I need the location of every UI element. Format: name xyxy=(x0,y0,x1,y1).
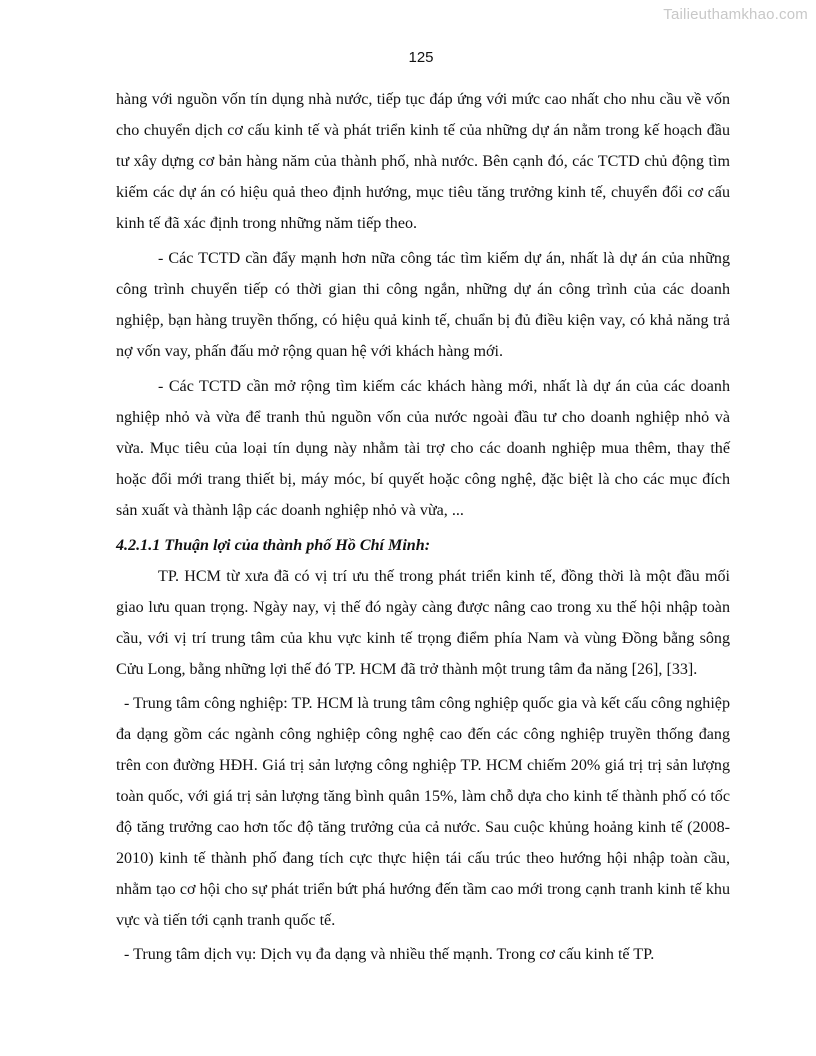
paragraph-bullet-new-customers: - Các TCTD cần mở rộng tìm kiếm các khách hàng mới, nhất là dự án của các doanh nghiệp nhỏ và vừa để tranh thủ nguồn vốn của nước ngoài đầu tư cho doanh nghiệp nhỏ và vừa. Mục tiêu của loại tín dụng này nhằm tài trợ cho các doanh nghiệp mua thêm, thay thế hoặc đổi mới trang thiết bị, máy móc, bí quyết hoặc công nghệ, đặc biệt là cho các mục đích sản xuất và thành lập các doanh nghiệp nhỏ và vừa, ... xyxy=(116,378,730,519)
section-heading: 4.2.1.1 Thuận lợi của thành phố Hồ Chí Minh: xyxy=(116,537,431,554)
document-body xyxy=(116,84,730,970)
watermark-text: Tailieuthamkhao.com xyxy=(663,6,808,23)
paragraph-service-center: - Trung tâm dịch vụ: Dịch vụ đa dạng và nhiều thế mạnh. Trong cơ cấu kinh tế TP. xyxy=(124,946,655,963)
page-number: 125 xyxy=(408,49,434,66)
paragraph-industrial-center: - Trung tâm công nghiệp: TP. HCM là trung tâm công nghiệp quốc gia và kết cấu công nghiệp đa dạng gồm các ngành công nghiệp công nghệ cao đến các công nghiệp truyền thống đang trên con đường HĐH. Giá trị sản lượng công nghiệp TP. HCM chiếm 20% giá trị trị sản lượng toàn quốc, với giá trị sản lượng tăng bình quân 15%, làm chỗ dựa cho kinh tế thành phố có tốc độ tăng trưởng cao hơn tốc độ tăng trưởng của cả nước. Sau cuộc khủng hoảng kinh tế (2008-2010) kinh tế thành phố đang tích cực thực hiện tái cấu trúc theo hướng hội nhập toàn cầu, nhằm tạo cơ hội cho sự phát triển bứt phá hướng đến tầm cao mới trong cạnh tranh kinh tế khu vực và tiến tới cạnh tranh quốc tế. xyxy=(116,695,730,929)
paragraph-bullet-project-search: - Các TCTD cần đẩy mạnh hơn nữa công tác tìm kiếm dự án, nhất là dự án của những công trình chuyển tiếp có thời gian thi công ngắn, những dự án công trình của các doanh nghiệp, bạn hàng truyền thống, có hiệu quả kinh tế, chuẩn bị đủ điều kiện vay, có khả năng trả nợ vốn vay, phấn đấu mở rộng quan hệ với khách hàng mới. xyxy=(116,250,730,360)
paragraph-hcm-advantages: TP. HCM từ xưa đã có vị trí ưu thế trong phát triển kinh tế, đồng thời là một đầu mối giao lưu quan trọng. Ngày nay, vị thế đó ngày càng được nâng cao trong xu thế hội nhập toàn cầu, với vị trí trung tâm của khu vực kinh tế trọng điểm phía Nam và vùng Đồng bằng sông Cửu Long, bằng những lợi thế đó TP. HCM đã trở thành một trung tâm đa năng [26], [33]. xyxy=(116,568,730,678)
paragraph-continuation: hàng với nguồn vốn tín dụng nhà nước, tiếp tục đáp ứng với mức cao nhất cho nhu cầu về vốn cho chuyển dịch cơ cấu kinh tế và phát triển kinh tế của những dự án nằm trong kế hoạch đầu tư xây dựng cơ bản hàng năm của thành phố, nhà nước. Bên cạnh đó, các TCTD chủ động tìm kiếm các dự án có hiệu quả theo định hướng, mục tiêu tăng trưởng kinh tế, chuyển đổi cơ cấu kinh tế đã xác định trong những năm tiếp theo. xyxy=(116,91,730,232)
